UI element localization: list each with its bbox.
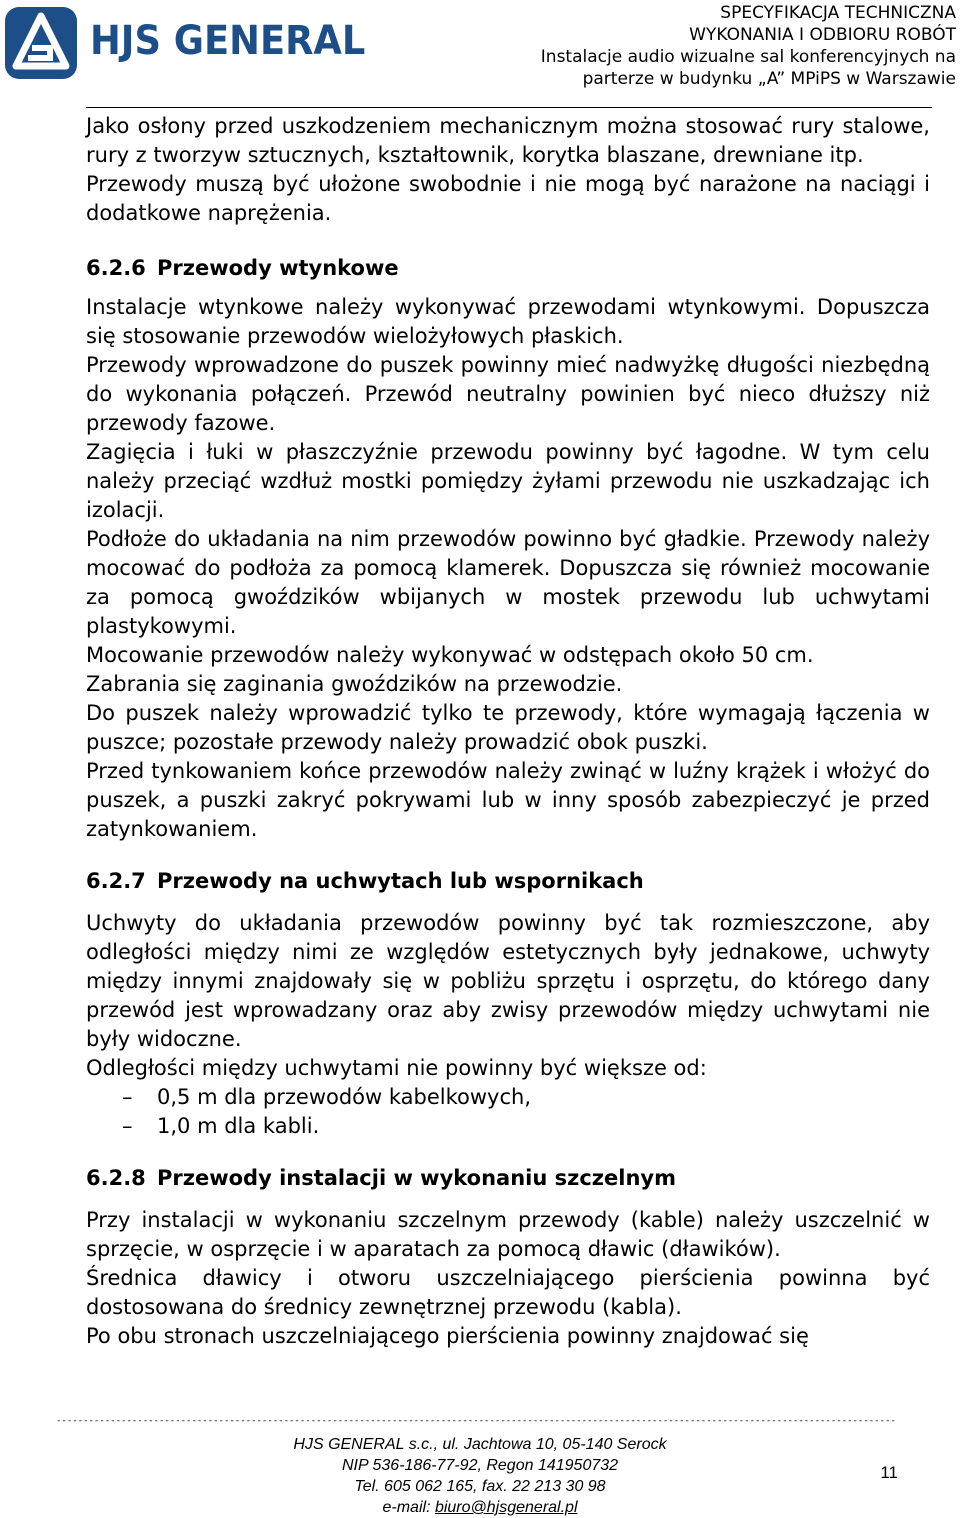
page-footer: [230, 1434, 730, 1518]
list-item-text: 0,5 m dla przewodów kabelkowych,: [157, 1085, 532, 1109]
footer-divider: -----------------------------------------------------------------------------------------------------------------------------------------------------------: [56, 1416, 896, 1426]
company-phone: Tel. 605 062 165, fax. 22 213 30 98: [354, 1478, 606, 1495]
spec-line: SPECYFIKACJA TECHNICZNA: [720, 3, 956, 23]
company-address: HJS GENERAL s.c., ul. Jachtowa 10, 05-140 Serock: [293, 1436, 667, 1453]
section-title: Przewody instalacji w wykonaniu szczelnym: [157, 1166, 676, 1190]
section-number: 6.2.6: [86, 256, 146, 280]
company-email: [230, 1497, 730, 1518]
list-item-text: 1,0 m dla kabli.: [157, 1114, 320, 1138]
email-label: e-mail:: [382, 1499, 435, 1516]
paragraph: Przed tynkowaniem końce przewodów należy zwinąć w luźny krążek i włożyć do puszek, a puszki zakryć pokrywami lub w inny sposób zabezpieczyć je przed zatynkowaniem.: [86, 759, 930, 841]
paragraph: Uchwyty do układania przewodów powinny być tak rozmieszczone, aby odległości między nimi ze względów estetycznych były jednakowe, uchwyty między innymi znajdowały się w pobliżu sprzętu i osprzętu, do którego dany przewód jest wprowadzany oraz aby zwisy przewodów między uchwytami nie były widoczne.: [86, 911, 930, 1051]
hjs-general-logo-icon: [2, 4, 80, 82]
company-nip: NIP 536-186-77-92, Regon 141950732: [341, 1457, 619, 1474]
document-body: [86, 112, 930, 1351]
section-title: Przewody na uchwytach lub wspornikach: [157, 869, 644, 893]
paragraph: Podłoże do układania na nim przewodów powinno być gładkie. Przewody należy mocować do podłoża za pomocą klamerek. Dopuszcza się również mocowanie za pomocą gwoździków wbijanych w mostek przewodu lub uchwytami plastykowymi.: [86, 527, 930, 638]
paragraph: Odległości między uchwytami nie powinny być większe od:: [86, 1056, 707, 1080]
paragraph: Jako osłony przed uszkodzeniem mechanicznym można stosować rury stalowe, rury z tworzyw sztucznych, kształtownik, korytka blaszane, drewniane itp.: [86, 114, 930, 167]
paragraph: Po obu stronach uszczelniającego pierścienia powinny znajdować się: [86, 1324, 809, 1348]
list-item: [86, 1112, 930, 1141]
header-divider: [86, 107, 932, 108]
page-header: [0, 0, 960, 108]
section-heading: [86, 254, 930, 283]
paragraph: Przewody muszą być ułożone swobodnie i nie mogą być narażone na naciągi i dodatkowe naprężenia.: [86, 172, 930, 225]
list-item: [86, 1083, 930, 1112]
bullet-list: [86, 1083, 930, 1141]
paragraph: Średnica dławicy i otworu uszczelniającego pierścienia powinna być dostosowana do średnicy zewnętrznej przewodu (kabla).: [86, 1266, 930, 1319]
spec-line: WYKONANIA I ODBIORU ROBÓT: [689, 25, 956, 45]
email-link[interactable]: biuro@hjsgeneral.pl: [434, 1499, 578, 1516]
page-number: 11: [880, 1463, 898, 1482]
paragraph: Mocowanie przewodów należy wykonywać w odstępach około 50 cm.: [86, 643, 814, 667]
spec-title: [541, 2, 956, 90]
paragraph: Do puszek należy wprowadzić tylko te przewody, które wymagają łączenia w puszce; pozostałe przewody należy prowadzić obok puszki.: [86, 701, 930, 754]
section-heading: [86, 867, 930, 896]
dash-bullet: –: [122, 1085, 133, 1109]
section-heading: [86, 1164, 930, 1193]
paragraph: Zagięcia i łuki w płaszczyźnie przewodu powinny być łagodne. W tym celu należy przeciąć wzdłuż mostki pomiędzy żyłami przewodu nie uszkadzając ich izolacji.: [86, 440, 930, 522]
section-title: Przewody wtynkowe: [157, 256, 399, 280]
spec-line: Instalacje audio wizualne sal konferencyjnych na: [540, 47, 956, 67]
spec-line: parterze w budynku „A” MPiPS w Warszawie: [582, 69, 956, 89]
dash-bullet: –: [122, 1114, 133, 1138]
brand-name: HJS GENERAL: [90, 18, 366, 64]
paragraph: Zabrania się zaginania gwoździków na przewodzie.: [86, 672, 623, 696]
paragraph: Przy instalacji w wykonaniu szczelnym przewody (kable) należy uszczelnić w sprzęcie, w osprzęcie i w aparatach za pomocą dławic (dławików).: [86, 1208, 930, 1261]
section-number: 6.2.8: [86, 1166, 146, 1190]
paragraph: Przewody wprowadzone do puszek powinny mieć nadwyżkę długości niezbędną do wykonania połączeń. Przewód neutralny powinien być nieco dłuższy niż przewody fazowe.: [86, 353, 930, 435]
section-number: 6.2.7: [86, 869, 146, 893]
paragraph: Instalacje wtynkowe należy wykonywać przewodami wtynkowymi. Dopuszcza się stosowanie przewodów wielożyłowych płaskich.: [86, 295, 930, 348]
